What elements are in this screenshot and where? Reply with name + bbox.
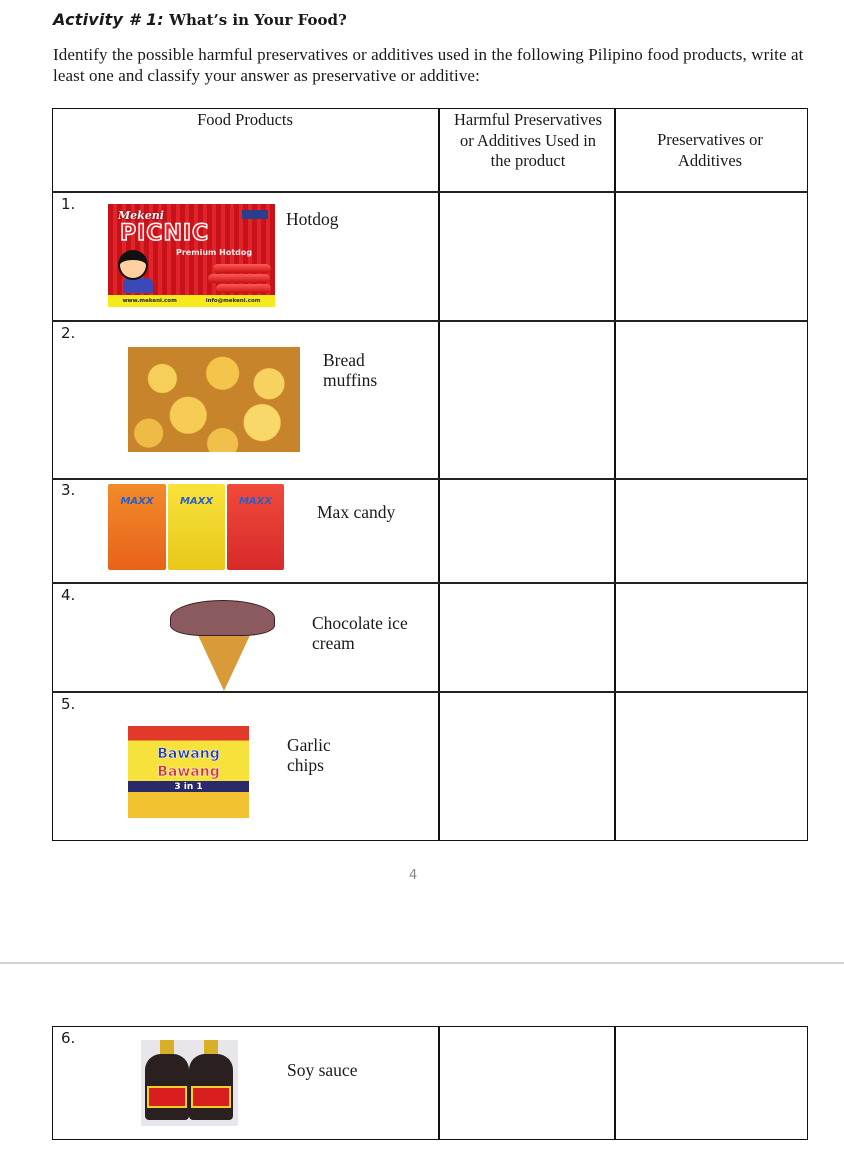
mascot-face bbox=[118, 250, 148, 280]
activity-question: What’s in Your Food? bbox=[163, 11, 347, 29]
header-row-divider bbox=[52, 191, 808, 193]
ice-cream-image bbox=[170, 600, 278, 692]
page-break bbox=[0, 962, 844, 964]
sausage-icon bbox=[213, 264, 271, 273]
column-divider bbox=[614, 108, 616, 841]
sausage-icon bbox=[216, 284, 271, 293]
hotdog-brand: Mekeni bbox=[118, 209, 164, 222]
brand-logo-icon bbox=[242, 210, 268, 219]
row-number: 5. bbox=[61, 695, 76, 713]
row-divider bbox=[52, 320, 808, 322]
bottle-icon bbox=[189, 1054, 233, 1120]
page-number: 4 bbox=[409, 868, 418, 883]
product-name: Hotdog bbox=[286, 209, 339, 229]
product-name: Garlic chips bbox=[287, 735, 331, 775]
row-number: 1. bbox=[61, 195, 76, 213]
product-name: Max candy bbox=[317, 502, 396, 522]
product-name: Chocolate ice cream bbox=[312, 613, 408, 653]
column-divider bbox=[614, 1026, 616, 1140]
instructions: Identify the possible harmful preservatives or additives used in the following Pilipino food products, write at least one and classify your answer as preservative or additive: bbox=[53, 45, 804, 85]
mascot-shirt bbox=[123, 278, 153, 293]
row-divider bbox=[52, 691, 808, 693]
garlic-chips-image bbox=[128, 726, 249, 818]
max-candy-image bbox=[108, 484, 284, 570]
bag-text: Bawang bbox=[157, 746, 220, 762]
hotdog-name: PICNIC bbox=[120, 221, 210, 246]
product-name: Bread muffins bbox=[323, 350, 378, 390]
hotdog-image bbox=[108, 204, 275, 307]
header-harmful-preservatives: Harmful Preservatives or Additives Used in the product bbox=[454, 110, 602, 170]
sausage-icon bbox=[208, 274, 270, 283]
candy-bag-red bbox=[227, 484, 284, 570]
row-divider bbox=[52, 582, 808, 584]
activity-label: Activity # 1: bbox=[53, 10, 164, 29]
candy-bag-yellow bbox=[168, 484, 225, 570]
column-divider bbox=[438, 108, 440, 841]
bag-text: Bawang bbox=[157, 764, 220, 780]
soy-sauce-image bbox=[141, 1040, 238, 1126]
cone-icon bbox=[197, 633, 251, 691]
row-number: 3. bbox=[61, 481, 76, 499]
row-number: 2. bbox=[61, 324, 76, 342]
header-classification: Preservatives or Additives bbox=[657, 130, 763, 170]
bag-label: MAXX bbox=[238, 496, 273, 507]
column-divider bbox=[438, 1026, 440, 1140]
bag-label: MAXX bbox=[120, 496, 154, 507]
row-number: 4. bbox=[61, 586, 76, 604]
header-food-products: Food Products bbox=[197, 110, 293, 129]
bag-label: MAXX bbox=[179, 496, 214, 507]
row-divider bbox=[52, 478, 808, 480]
bag-badge: 3 in 1 bbox=[174, 782, 203, 792]
product-name: Soy sauce bbox=[287, 1060, 358, 1080]
bottle-icon bbox=[145, 1054, 189, 1120]
muffins-image bbox=[128, 347, 300, 452]
activity-title bbox=[53, 10, 347, 29]
chocolate-scoop-icon bbox=[170, 600, 275, 636]
candy-bag-orange bbox=[108, 484, 166, 570]
website-text: www.mekeni.com bbox=[122, 298, 177, 304]
hotdog-footer bbox=[108, 295, 275, 307]
email-text: info@mekeni.com bbox=[205, 298, 261, 304]
hotdog-subtitle: Premium Hotdog bbox=[176, 248, 253, 257]
row-number: 6. bbox=[61, 1029, 76, 1047]
